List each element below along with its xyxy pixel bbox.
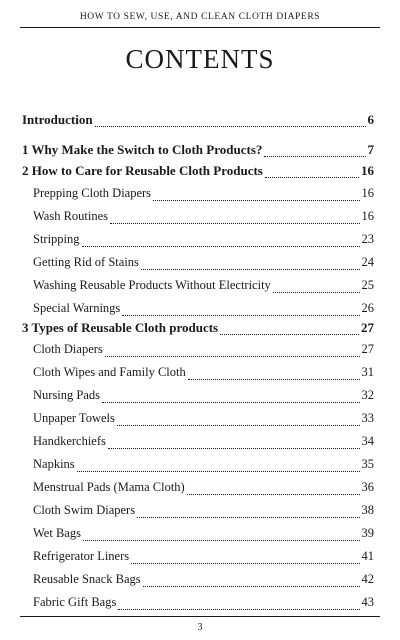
toc-section-entry — [33, 388, 374, 408]
toc-entry-label: 2 How to Care for Reusable Cloth Products — [22, 163, 263, 178]
toc-entry-label: Nursing Pads — [33, 388, 101, 402]
dot-leader — [117, 425, 360, 426]
toc-entry-page: 32 — [361, 388, 374, 402]
toc-entry-page: 27 — [361, 342, 374, 356]
dot-leader — [153, 200, 359, 201]
toc-section-entry — [33, 457, 374, 477]
dot-leader — [95, 126, 366, 127]
dot-leader — [118, 609, 359, 610]
toc-entry-label: Refrigerator Liners — [33, 549, 130, 563]
toc-entry-label: Washing Reusable Products Without Electricity — [33, 278, 271, 292]
toc-section-entry — [33, 209, 374, 229]
dot-leader — [220, 334, 359, 335]
toc-entry-label: Special Warnings — [33, 301, 121, 315]
dot-leader — [122, 315, 359, 316]
header-rule — [20, 27, 380, 28]
toc-entry-label: Introduction — [22, 112, 93, 127]
toc-section-entry — [33, 503, 374, 523]
toc-entry-page: 27 — [361, 320, 374, 335]
toc-section-entry — [33, 595, 374, 615]
dot-leader — [187, 494, 360, 495]
toc-section-entry — [33, 365, 374, 385]
toc-section-entry — [33, 526, 374, 546]
toc-chapter-entry — [22, 112, 374, 132]
toc-entry-label: Napkins — [33, 457, 75, 471]
toc-entry-page: 24 — [361, 255, 374, 269]
dot-leader — [131, 563, 359, 564]
dot-leader — [108, 448, 360, 449]
toc-entry-label: Cloth Diapers — [33, 342, 103, 356]
toc-section-entry — [33, 186, 374, 206]
dot-leader — [141, 269, 360, 270]
dot-leader — [188, 379, 360, 380]
dot-leader — [82, 246, 360, 247]
dot-leader — [265, 177, 359, 178]
toc-section-entry — [33, 278, 374, 298]
page-title: CONTENTS — [125, 44, 275, 74]
toc-entry-page: 36 — [361, 480, 374, 494]
toc-entry-page: 7 — [367, 142, 374, 157]
dot-leader — [143, 586, 360, 587]
dot-leader — [110, 223, 359, 224]
toc-entry-label: Stripping — [33, 232, 80, 246]
dot-leader — [77, 471, 360, 472]
toc-entry-label: Cloth Swim Diapers — [33, 503, 136, 517]
toc-entry-label: Menstrual Pads (Mama Cloth) — [33, 480, 185, 494]
toc-entry-page: 42 — [361, 572, 374, 586]
toc-entry-label: Reusable Snack Bags — [33, 572, 141, 586]
running-header: HOW TO SEW, USE, AND CLEAN CLOTH DIAPERS — [79, 12, 321, 22]
toc-entry-label: Wash Routines — [33, 209, 109, 223]
toc-entry-page: 23 — [361, 232, 374, 246]
toc-entry-page: 25 — [361, 278, 374, 292]
toc-entry-label: Fabric Gift Bags — [33, 595, 117, 609]
toc-entry-page: 16 — [361, 163, 374, 178]
dot-leader — [83, 540, 360, 541]
toc-entry-page: 39 — [361, 526, 374, 540]
toc-section-entry — [33, 255, 374, 275]
toc-entry-page: 31 — [361, 365, 374, 379]
dot-leader — [102, 402, 359, 403]
toc-entry-label: 1 Why Make the Switch to Cloth Products? — [22, 142, 263, 157]
toc-entry-label: Cloth Wipes and Family Cloth — [33, 365, 186, 379]
toc-entry-page: 38 — [361, 503, 374, 517]
toc-entry-label: 3 Types of Reusable Cloth products — [22, 320, 219, 335]
toc-entry-label: Getting Rid of Stains — [33, 255, 139, 269]
toc-entry-page: 43 — [361, 595, 374, 609]
dot-leader — [273, 292, 360, 293]
dot-leader — [105, 356, 360, 357]
toc-entry-page: 26 — [361, 301, 374, 315]
toc-section-entry — [33, 342, 374, 362]
dot-leader — [137, 517, 359, 518]
toc-section-entry — [33, 549, 374, 569]
toc-section-entry — [33, 572, 374, 592]
toc-entry-label: Prepping Cloth Diapers — [33, 186, 152, 200]
toc-section-entry — [33, 480, 374, 500]
toc-entry-page: 6 — [367, 112, 374, 127]
toc-section-entry — [33, 434, 374, 454]
toc-section-entry — [33, 232, 374, 252]
toc-section-entry — [33, 301, 374, 321]
toc-entry-label: Unpaper Towels — [33, 411, 115, 425]
toc-entry-page: 41 — [361, 549, 374, 563]
toc-entry-page: 16 — [361, 209, 374, 223]
toc-entry-page: 35 — [361, 457, 374, 471]
toc-chapter-entry — [22, 320, 374, 340]
toc-section-entry — [33, 411, 374, 431]
toc-entry-page: 34 — [361, 434, 374, 448]
toc-chapter-entry — [22, 142, 374, 162]
toc-entry-label: Wet Bags — [33, 526, 81, 540]
toc-entry-label: Handkerchiefs — [33, 434, 106, 448]
toc-chapter-entry — [22, 163, 374, 183]
toc-entry-page: 16 — [361, 186, 374, 200]
toc-entry-page: 33 — [361, 411, 374, 425]
dot-leader — [264, 156, 365, 157]
page-number: 3 — [197, 622, 203, 633]
footer-rule — [20, 616, 380, 617]
